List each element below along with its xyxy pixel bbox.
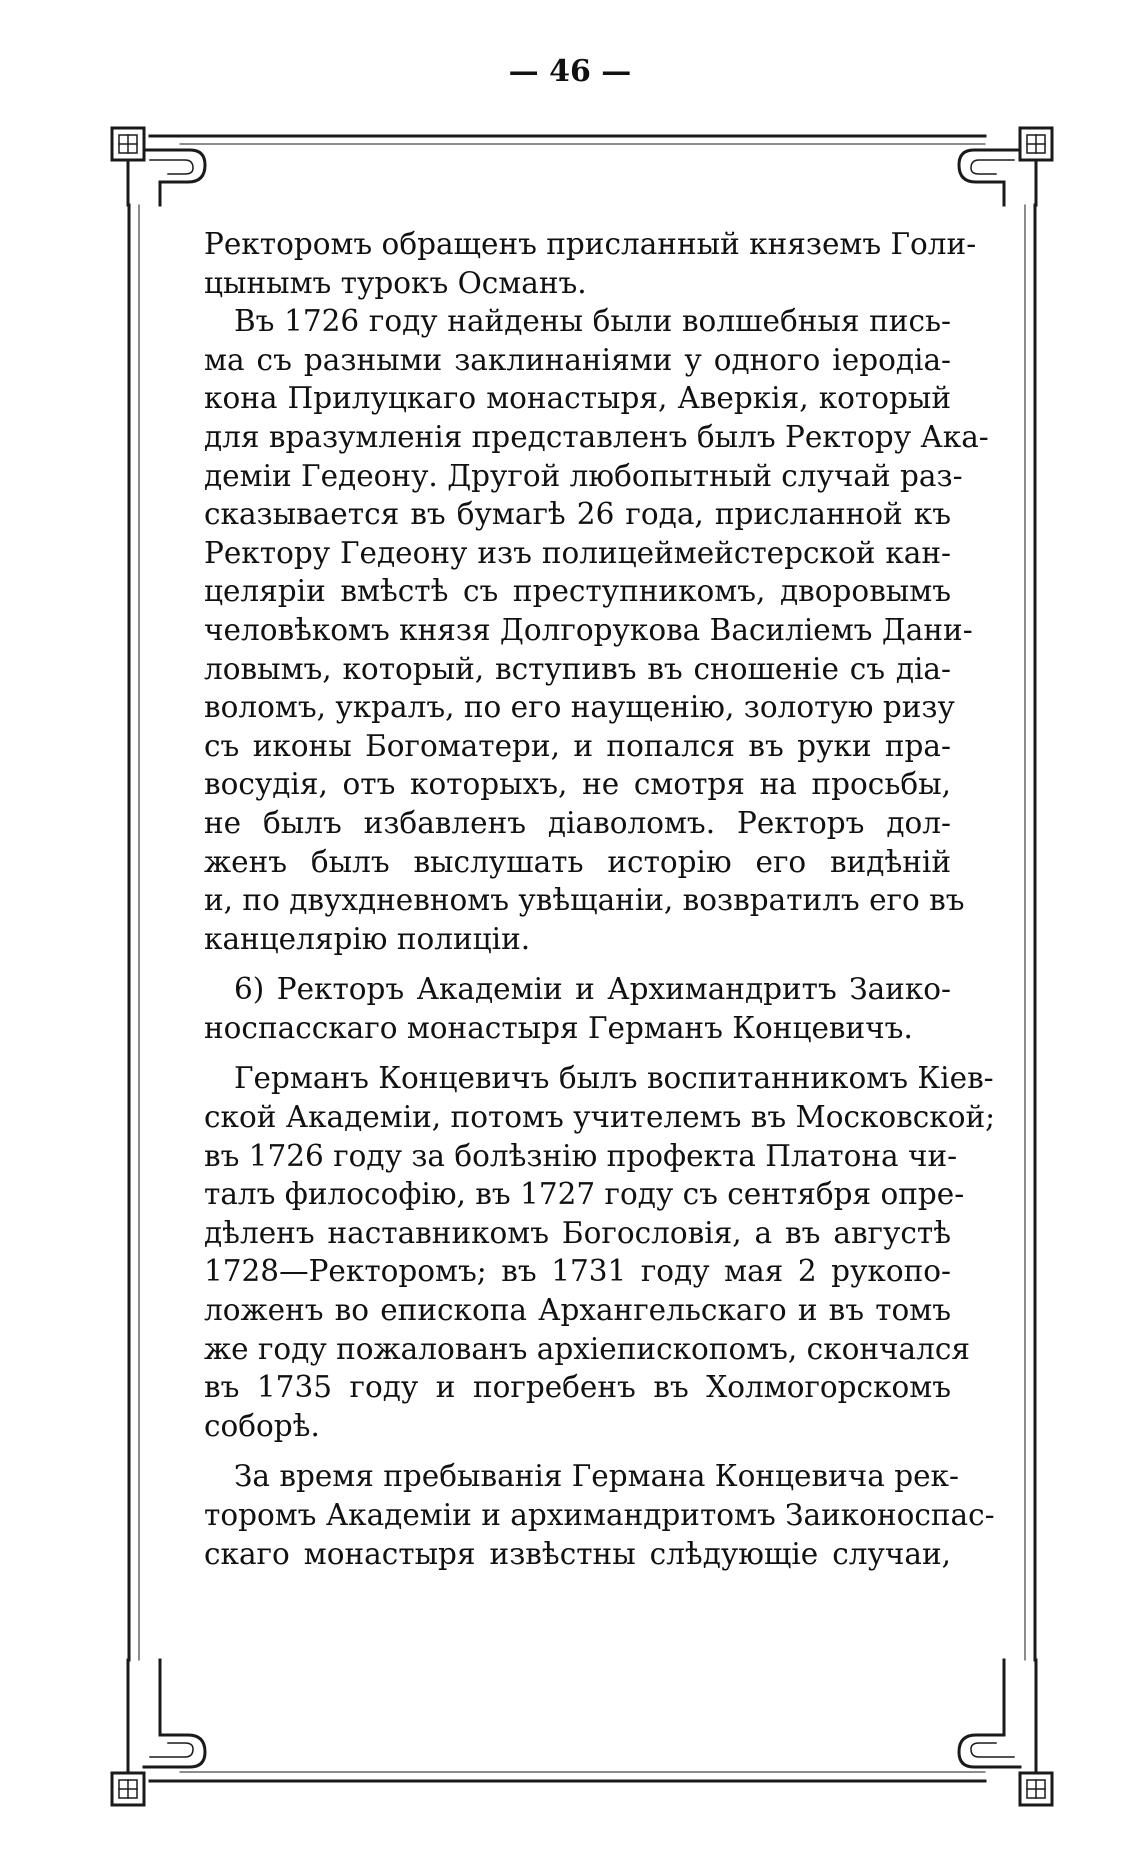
text-line: восудія, отъ которыхъ, не смотря на просьбы, [204, 767, 951, 802]
text-line: 1728—Ректоромъ; въ 1731 году мая 2 рукопо- [204, 1254, 951, 1289]
text-line: же году пожалованъ архіепископомъ, скончался [204, 1331, 971, 1366]
text-line: сказывается въ бумагѣ 26 года, присланной къ [204, 497, 951, 532]
text-line: женъ былъ выслушать исторію его видѣній [204, 844, 951, 879]
text-line: торомъ Академіи и архимандритомъ Заиконоспас- [204, 1498, 995, 1532]
text-line: целяріи вмѣстѣ съ преступникомъ, дворовымъ [204, 574, 951, 609]
text-line: въ 1735 году и погребенъ въ Холмогорскомъ [204, 1370, 951, 1405]
paragraph-gap [204, 1445, 951, 1457]
corner-ornament-top-left [112, 128, 205, 205]
text-line: воломъ, укралъ, по его наущенію, золотую ризу [204, 690, 955, 725]
paragraph-3 [204, 1059, 996, 1445]
text-line: скаго монастыря извѣстны слѣдующіе случаи, [204, 1536, 951, 1571]
text-line: кона Прилуцкаго монастыря, Аверкія, который [204, 381, 951, 416]
paragraph-gap [204, 1047, 951, 1059]
text-line: Ректоромъ обращенъ присланный княземъ Голи- [204, 227, 977, 261]
main-text [204, 225, 996, 1573]
text-line: ской Академіи, потомъ учителемъ въ Московской; [204, 1100, 996, 1135]
text-line: За время пребыванія Германа Концевича рек- [234, 1459, 959, 1494]
text-line: ложенъ во епископа Архангельскаго и въ томъ [204, 1293, 951, 1328]
paragraph-gap [204, 958, 951, 970]
text-line: и, по двухдневномъ увѣщаніи, возвратилъ его въ [204, 883, 965, 918]
text-line: съ иконы Богоматери, и попался въ руки пра- [204, 728, 951, 763]
text-line: въ 1726 году за болѣзнію профекта Платона чи- [204, 1138, 958, 1173]
text-line: 6) Ректоръ Академіи и Архимандритъ Заико- [234, 972, 951, 1007]
corner-ornament-bottom-left [112, 1660, 205, 1805]
text-line: канцелярію полиціи. [204, 921, 531, 956]
paragraph-1 [204, 225, 977, 302]
paragraph-2 [204, 302, 989, 958]
page-number: — 46 — [508, 54, 632, 89]
text-line: деміи Гедеону. Другой любопытный случай раз- [204, 458, 963, 493]
text-line: ловымъ, который, вступивъ въ сношеніе съ діа- [204, 651, 951, 686]
text-line: не былъ избавленъ діаволомъ. Ректоръ дол- [204, 805, 951, 840]
text-line: цынымъ турокъ Османъ. [204, 265, 587, 300]
text-line: талъ философію, въ 1727 году съ сентября опре- [204, 1177, 965, 1212]
paragraph-4 [204, 1457, 995, 1573]
text-line: Германъ Концевичъ былъ воспитанникомъ Кіев- [234, 1061, 994, 1096]
text-line: дѣленъ наставникомъ Богословія, а въ августѣ [204, 1215, 951, 1250]
text-line: человѣкомъ князя Долгорукова Василіемъ Дани- [204, 612, 973, 647]
section-heading [204, 970, 951, 1047]
text-line: носпасскаго монастыря Германъ Концевичъ. [204, 1010, 913, 1045]
text-line: Ректору Гедеону изъ полицеймейстерской кан- [204, 535, 951, 570]
text-line: Въ 1726 году найдены были волшебныя пись- [234, 304, 951, 339]
text-line: для вразумленія представленъ былъ Ректору Ака- [204, 419, 989, 454]
corner-ornament-top-right [959, 128, 1052, 205]
corner-ornament-bottom-right [959, 1660, 1052, 1805]
text-line: соборѣ. [204, 1408, 320, 1443]
text-line: ма съ разными заклинаніями у одного іеродіа- [204, 342, 951, 377]
